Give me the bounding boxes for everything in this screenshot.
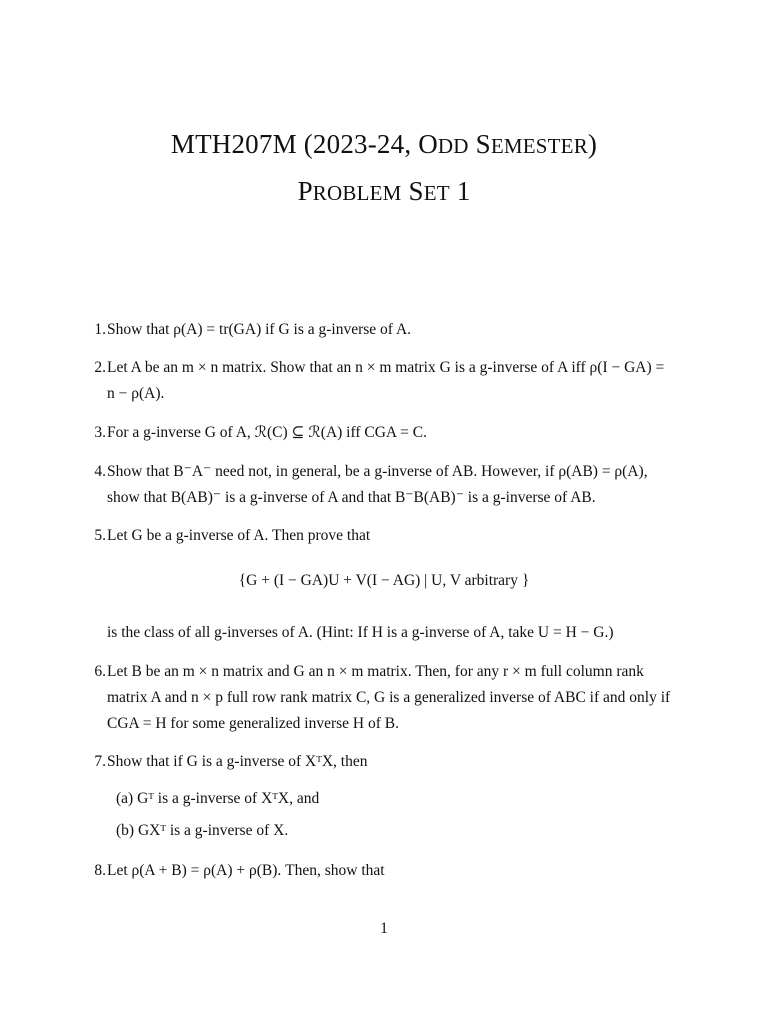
problem-4: 4. Show that B⁻A⁻ need not, in general, be a g-inverse of AB. However, if ρ(AB) = ρ(A), show that B(AB)⁻ is a g-inverse of A and that B⁻B(AB)⁻ is a g-inverse of AB. (94, 463, 648, 506)
problem-7b: (b) GXᵀ is a g-inverse of X. (116, 822, 289, 839)
problem-6: 6. Let B be an m × n matrix and G an n × m matrix. Then, for any r × m full column rank matrix A and n × p full row rank matrix C, G is a generalized inverse of ABC if and only if CGA = H for some generalized inverse H of B. (94, 663, 671, 732)
problem-set-title: PROBLEM SET 1 (297, 176, 471, 206)
problem-8: 8. Let ρ(A + B) = ρ(A) + ρ(B). Then, show that (94, 862, 385, 879)
course-title: MTH207M (2023-24, ODD SEMESTER) (170, 129, 598, 159)
problem-3: 3. For a g-inverse G of A, ℛ(C) ⊆ ℛ(A) iff CGA = C. (94, 424, 427, 441)
problem-5-after: is the class of all g-inverses of A. (Hint: If H is a g-inverse of A, take U = H − G.) (107, 624, 614, 641)
problem-7: 7. Show that if G is a g-inverse of XᵀX, then (94, 753, 368, 770)
problem-5-display-equation: {G + (I − GA)U + V(I − AG) | U, V arbitrary } (238, 572, 530, 589)
problem-7a: (a) Gᵀ is a g-inverse of XᵀX, and (116, 790, 320, 807)
page-number: 1 (380, 920, 388, 937)
problem-2: 2. Let A be an m × n matrix. Show that an n × m matrix G is a g-inverse of A iff ρ(I − GA) = n − ρ(A). (94, 359, 665, 402)
problem-5: 5. Let G be a g-inverse of A. Then prove that (94, 527, 371, 544)
problem-1: 1. Show that ρ(A) = tr(GA) if G is a g-inverse of A. (94, 321, 412, 338)
